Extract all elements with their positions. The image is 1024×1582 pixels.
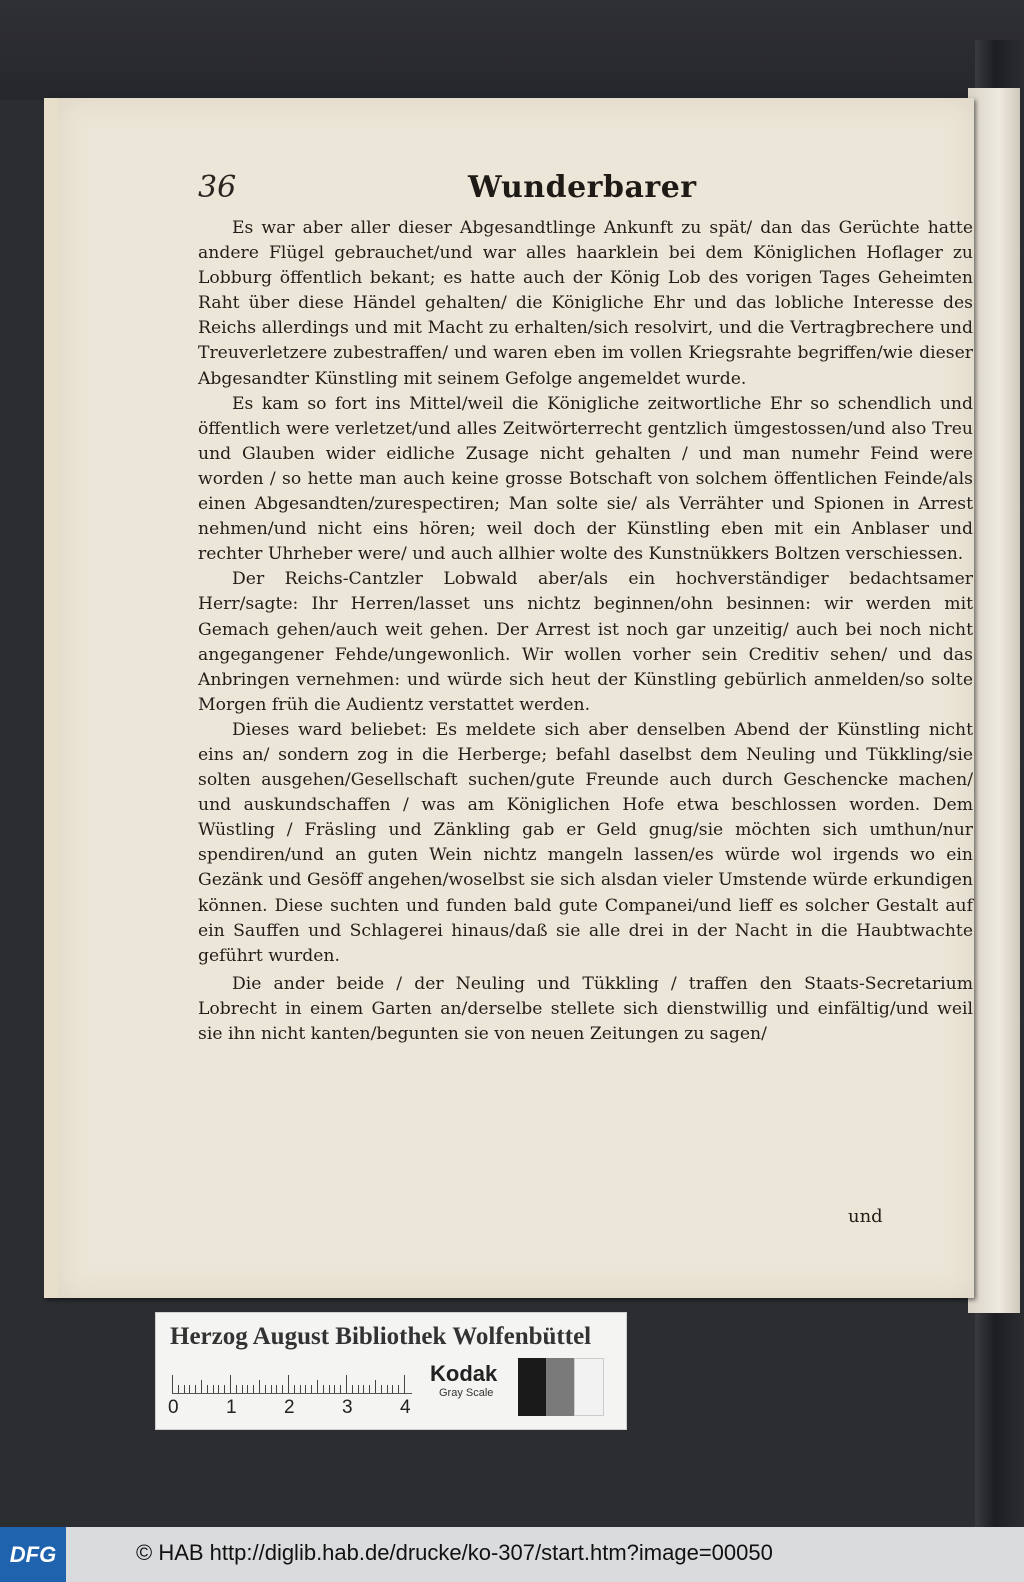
footer-bar — [0, 1527, 1024, 1582]
ruler-tick — [294, 1385, 295, 1393]
paragraph-4: Dieses ward beliebet: Es meldete sich aber denselben Abend der Künstling nicht eins an/ sondern zog in die Herberge; befahl daselbst dem Neuling und Tükkling/sie solten ausgehen/Gesellschaft suchen/gute Freunde auch durch Geschencke machen/ und auskundschaffen / was am Königlichen Hofe etwa beschlossen worden. Dem Wüstling / Fräsling und Zänkling gab er Geld gnug/sie möchten sich umthun/nur spendiren/und an guten Wein nichtz mangeln lassen/es würde wol irgends wo ein Gezänk und Gesöff angehen/woselbst sie sich alsdan vieler Umstende würde erkundigen können. Diese suchten und funden bald gute Companei/und lieff es solcher Gestalt auf ein Sauffen und Schlagerei hinaus/daß sie alle drei in der Nacht in die Haubtwachte geführt wurden. — [198, 719, 973, 966]
book-page — [44, 98, 974, 1298]
swatch-black — [518, 1358, 546, 1416]
paragraph-3: Der Reichs-Cantzler Lobwald aber/als ein hochverständiger bedachtsamer Herr/sagte: Ihr Herren/lasset uns nichtz beginnen/ohn besinnen: wir werden mit Gemach gehen/auch weit gehen. Der Arrest ist noch gar unzeitig/ auch bei noch nicht angegangener Fehde/ungewonlich. Wir wollen vorher sein Creditiv sehen/ und das Anbringen vernehmen: und würde sich heut der Künstling gebürlich anmelden/so solte Morgen früh die Audientz verstattet werden. — [198, 569, 973, 715]
scale-number-4: 4 — [400, 1397, 411, 1418]
scale-ruler — [168, 1363, 412, 1418]
scan-background — [0, 0, 1024, 100]
ruler-tick — [189, 1385, 190, 1393]
ruler-tick — [242, 1385, 243, 1393]
ruler-tick — [247, 1385, 248, 1393]
ruler-tick — [259, 1380, 260, 1393]
ruler-tick — [346, 1375, 347, 1393]
ruler-tick — [184, 1385, 185, 1393]
ruler-tick — [276, 1385, 277, 1393]
ruler-tick — [381, 1385, 382, 1393]
ruler-tick — [201, 1380, 202, 1393]
scale-number-3: 3 — [342, 1397, 353, 1418]
ruler-tick — [369, 1385, 370, 1393]
scale-number-0: 0 — [168, 1397, 179, 1418]
ruler-tick — [404, 1375, 405, 1393]
ruler-tick — [352, 1385, 353, 1393]
library-name: Herzog August Bibliothek Wolfenbüttel — [170, 1323, 592, 1350]
catchword: und — [848, 1206, 883, 1227]
ruler-tick — [311, 1385, 312, 1393]
ruler-tick — [265, 1385, 266, 1393]
ruler-tick — [300, 1385, 301, 1393]
ruler-tick — [387, 1385, 388, 1393]
source-credit: © HAB http://diglib.hab.de/drucke/ko-307/start.htm?image=00050 — [136, 1540, 773, 1565]
ruler-tick — [334, 1385, 335, 1393]
page-number: 36 — [198, 170, 237, 205]
swatch-white — [574, 1358, 604, 1416]
ruler-tick — [392, 1385, 393, 1393]
page-header — [198, 170, 958, 210]
running-head: Wunderbarer — [468, 170, 697, 205]
paragraph-5: Die ander beide / der Neuling und Tükkling / traffen den Staats-Secretarium Lobrecht in einem Garten an/derselbe stellete sich dienstwillig und einfältig/und weil sie ihn nicht kanten/begunten sie von neuen Zeitungen zu sagen/ — [198, 973, 973, 1044]
ruler-tick — [224, 1385, 225, 1393]
ruler-tick — [282, 1385, 283, 1393]
paragraph-1: Es war aber aller dieser Abgesandtlinge Ankunft zu spät/ dan das Gerüchte hatte andere Flügel gebrauchet/und war alles haarklein bei dem Königlichen Hoflager zu Lobburg öffentlich bekant; es hatte auch der König Lob des vorigen Tages Geheimten Raht über diese Händel gehalten/ die Königliche Ehr und das lobliche Interesse des Reichs allerdings und mit Macht zu erhalten/sich resolvirt, und die Vertragbrechere und Treuverletzere zubestraffen/ und waren eben im vollen Kriegsrahte begriffen/wie dieser Abgesandter Künstling mit seinem Gefolge angemeldet wurde. — [198, 218, 973, 389]
ruler-tick — [195, 1385, 196, 1393]
gray-scale-label: Gray Scale — [439, 1387, 494, 1399]
ruler-tick — [398, 1385, 399, 1393]
ruler-tick — [218, 1385, 219, 1393]
ruler-tick — [207, 1385, 208, 1393]
dfg-logo: DFG — [0, 1527, 66, 1582]
ruler-tick — [172, 1375, 173, 1393]
ruler-tick — [329, 1385, 330, 1393]
ruler-tick — [375, 1380, 376, 1393]
ruler-tick — [230, 1375, 231, 1393]
ruler-tick — [340, 1385, 341, 1393]
scale-number-1: 1 — [226, 1397, 237, 1418]
ruler-tick — [358, 1385, 359, 1393]
ruler-tick — [317, 1380, 318, 1393]
next-page-edge — [968, 88, 1020, 1313]
ruler-tick — [288, 1375, 289, 1393]
body-text — [198, 216, 973, 1047]
scale-number-2: 2 — [284, 1397, 295, 1418]
paragraph-2: Es kam so fort ins Mittel/weil die Königliche zeitwortliche Ehr so schendlich und öffentlich were verletzet/und alles Zeitwörterrecht gentzlich ümgestossen/und also Treu und Glauben wider eidliche Zusage nicht gehalten / und man numehr Feind were worden / so hette man auch keine grosse Botschaft von solchem öffentlichen Feinde/als einen Abgesandten/zurespectiren; Man solte sie/ als Verrähter und Spionen in Arrest nehmen/und nicht eins hören; weil doch der Künstling eben mit ein Anblaser und rechter Uhrheber were/ und auch allhier wolte des Kunstnükkers Boltzen verschiessen. — [198, 393, 973, 565]
color-calibration-card — [155, 1312, 627, 1430]
kodak-logo: Kodak — [430, 1361, 498, 1386]
ruler-baseline — [172, 1393, 412, 1394]
ruler-tick — [236, 1385, 237, 1393]
ruler-tick — [323, 1385, 324, 1393]
ruler-tick — [363, 1385, 364, 1393]
ruler-tick — [305, 1385, 306, 1393]
ruler-tick — [213, 1385, 214, 1393]
swatch-gray — [546, 1358, 574, 1416]
ruler-tick — [178, 1385, 179, 1393]
ruler-tick — [271, 1385, 272, 1393]
ruler-tick — [253, 1385, 254, 1393]
